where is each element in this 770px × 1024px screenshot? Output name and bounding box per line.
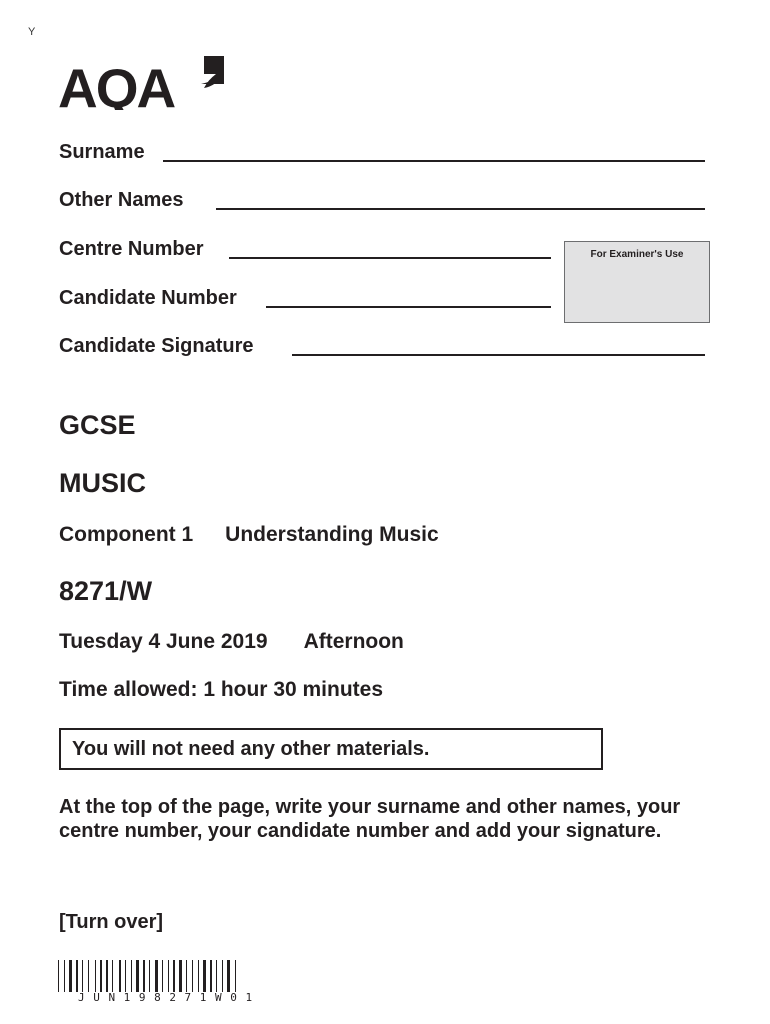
centre-number-line[interactable] <box>229 257 551 259</box>
other-names-field[interactable] <box>59 188 184 212</box>
candidate-number-field[interactable] <box>59 286 237 310</box>
aqa-logo <box>58 52 228 115</box>
date-line <box>59 630 404 654</box>
svg-text:AQA: AQA <box>58 57 175 110</box>
examiners-use-label: For Examiner's Use <box>590 249 684 260</box>
surname-field[interactable] <box>59 140 145 164</box>
candidate-signature-line[interactable] <box>292 354 705 356</box>
component-title: Understanding Music <box>225 523 439 546</box>
centre-number-label: Centre Number <box>59 238 204 260</box>
subject-title: MUSIC <box>59 468 146 498</box>
exam-date: Tuesday 4 June 2019 <box>59 630 268 653</box>
other-names-line[interactable] <box>216 208 705 210</box>
turn-over-label: [Turn over] <box>59 911 164 933</box>
examiners-use-box <box>564 241 710 323</box>
component-label: Component 1 <box>59 523 194 546</box>
materials-note: You will not need any other materials. <box>72 738 430 760</box>
centre-number-field[interactable] <box>59 237 203 261</box>
component-line <box>59 523 439 547</box>
time-allowed: Time allowed: 1 hour 30 minutes <box>59 678 384 701</box>
exam-session: Afternoon <box>303 630 404 653</box>
paper-code: 8271/W <box>59 576 153 606</box>
candidate-number-line[interactable] <box>266 306 551 308</box>
materials-box <box>59 728 603 770</box>
other-names-label: Other Names <box>59 189 184 211</box>
qualification-title: GCSE <box>59 410 136 440</box>
barcode-text: JUN198271W01 <box>78 991 261 1004</box>
candidate-signature-field[interactable] <box>59 334 253 358</box>
corner-mark: Y <box>28 26 36 38</box>
candidate-number-label: Candidate Number <box>59 287 237 309</box>
candidate-signature-label: Candidate Signature <box>59 335 254 357</box>
instructions-text: At the top of the page, write your surname and other names, your centre number, your candidate number and add your signature. <box>59 796 681 842</box>
surname-label: Surname <box>59 141 145 163</box>
surname-line[interactable] <box>163 160 705 162</box>
